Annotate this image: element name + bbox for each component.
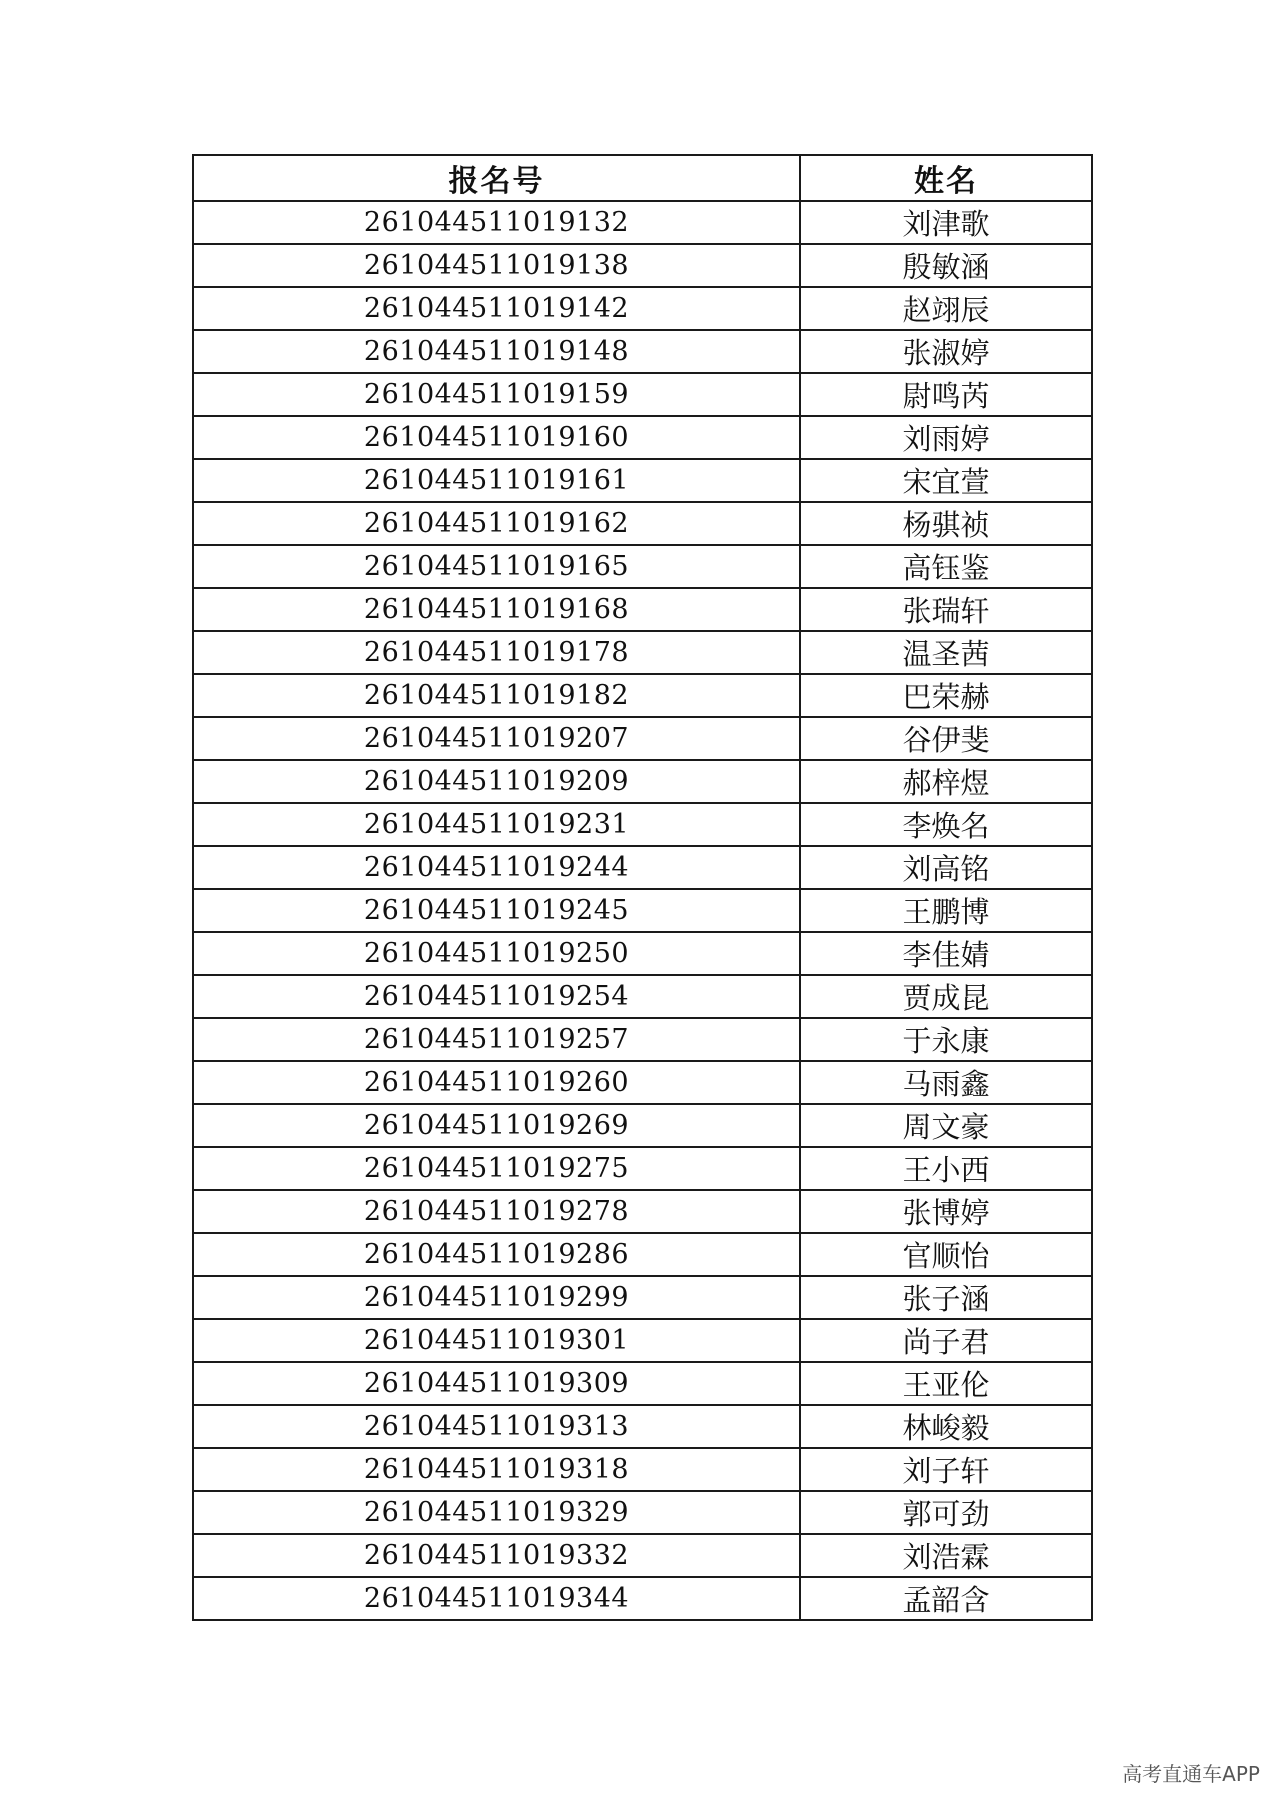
name-cell: 李焕名 — [800, 803, 1092, 846]
name-cell: 宋宜萱 — [800, 459, 1092, 502]
table-row — [193, 1018, 1092, 1061]
name-cell: 王小西 — [800, 1147, 1092, 1190]
table-row — [193, 760, 1092, 803]
registration-number-cell: 261044511019245 — [193, 889, 800, 932]
table-row — [193, 459, 1092, 502]
name-cell: 温圣茜 — [800, 631, 1092, 674]
registration-number-cell: 261044511019162 — [193, 502, 800, 545]
name-cell: 林峻毅 — [800, 1405, 1092, 1448]
name-cell: 贾成昆 — [800, 975, 1092, 1018]
name-cell: 高钰鉴 — [800, 545, 1092, 588]
name-cell: 谷伊斐 — [800, 717, 1092, 760]
registration-number-cell: 261044511019286 — [193, 1233, 800, 1276]
registration-number-cell: 261044511019132 — [193, 201, 800, 244]
table-header — [193, 155, 1092, 201]
registration-number-cell: 261044511019260 — [193, 1061, 800, 1104]
name-cell: 李佳婧 — [800, 932, 1092, 975]
table-row — [193, 1061, 1092, 1104]
name-cell: 刘津歌 — [800, 201, 1092, 244]
roster-table — [192, 154, 1093, 1621]
name-cell: 刘浩霖 — [800, 1534, 1092, 1577]
registration-number-cell: 261044511019168 — [193, 588, 800, 631]
registration-number-cell: 261044511019269 — [193, 1104, 800, 1147]
registration-number-cell: 261044511019332 — [193, 1534, 800, 1577]
table-row — [193, 1276, 1092, 1319]
name-cell: 张子涵 — [800, 1276, 1092, 1319]
registration-number-cell: 261044511019209 — [193, 760, 800, 803]
name-cell: 王鹏博 — [800, 889, 1092, 932]
watermark-text: 高考直通车APP — [1122, 1762, 1260, 1786]
table-row — [193, 373, 1092, 416]
table-row — [193, 588, 1092, 631]
name-cell: 巴荣赫 — [800, 674, 1092, 717]
registration-number-cell: 261044511019257 — [193, 1018, 800, 1061]
table-row — [193, 1405, 1092, 1448]
registration-number-cell: 261044511019148 — [193, 330, 800, 373]
table-row — [193, 1448, 1092, 1491]
table-row — [193, 631, 1092, 674]
table-row — [193, 1362, 1092, 1405]
name-cell: 刘雨婷 — [800, 416, 1092, 459]
table-row — [193, 717, 1092, 760]
table-row — [193, 1147, 1092, 1190]
name-cell: 张博婷 — [800, 1190, 1092, 1233]
registration-number-cell: 261044511019313 — [193, 1405, 800, 1448]
registration-number-cell: 261044511019301 — [193, 1319, 800, 1362]
table-row — [193, 502, 1092, 545]
table-row — [193, 330, 1092, 373]
table-row — [193, 1233, 1092, 1276]
table-row — [193, 201, 1092, 244]
table-row — [193, 846, 1092, 889]
registration-number-cell: 261044511019278 — [193, 1190, 800, 1233]
table-row — [193, 1534, 1092, 1577]
registration-number-cell: 261044511019182 — [193, 674, 800, 717]
name-cell: 官顺怡 — [800, 1233, 1092, 1276]
registration-number-cell: 261044511019159 — [193, 373, 800, 416]
name-cell: 孟韶含 — [800, 1577, 1092, 1620]
name-cell: 张淑婷 — [800, 330, 1092, 373]
header-registration-number: 报名号 — [193, 155, 800, 201]
table-row — [193, 1104, 1092, 1147]
name-cell: 周文豪 — [800, 1104, 1092, 1147]
table-row — [193, 803, 1092, 846]
registration-number-cell: 261044511019275 — [193, 1147, 800, 1190]
registration-number-cell: 261044511019329 — [193, 1491, 800, 1534]
name-cell: 殷敏涵 — [800, 244, 1092, 287]
name-cell: 尉鸣芮 — [800, 373, 1092, 416]
name-cell: 刘高铭 — [800, 846, 1092, 889]
table-row — [193, 1319, 1092, 1362]
registration-number-cell: 261044511019244 — [193, 846, 800, 889]
header-row — [193, 155, 1092, 201]
table-body — [193, 201, 1092, 1620]
name-cell: 于永康 — [800, 1018, 1092, 1061]
registration-number-cell: 261044511019231 — [193, 803, 800, 846]
name-cell: 尚子君 — [800, 1319, 1092, 1362]
registration-number-cell: 261044511019309 — [193, 1362, 800, 1405]
registration-number-cell: 261044511019161 — [193, 459, 800, 502]
registration-number-cell: 261044511019318 — [193, 1448, 800, 1491]
name-cell: 张瑞轩 — [800, 588, 1092, 631]
registration-number-cell: 261044511019178 — [193, 631, 800, 674]
table-row — [193, 1577, 1092, 1620]
table-row — [193, 1491, 1092, 1534]
name-cell: 王亚伦 — [800, 1362, 1092, 1405]
table-row — [193, 1190, 1092, 1233]
table-row — [193, 287, 1092, 330]
table-row — [193, 975, 1092, 1018]
registration-number-cell: 261044511019344 — [193, 1577, 800, 1620]
name-cell: 马雨鑫 — [800, 1061, 1092, 1104]
table-row — [193, 545, 1092, 588]
name-cell: 赵翊辰 — [800, 287, 1092, 330]
table-row — [193, 416, 1092, 459]
registration-number-cell: 261044511019254 — [193, 975, 800, 1018]
registration-number-cell: 261044511019207 — [193, 717, 800, 760]
registration-number-cell: 261044511019299 — [193, 1276, 800, 1319]
name-cell: 刘子轩 — [800, 1448, 1092, 1491]
table-row — [193, 889, 1092, 932]
table-row — [193, 932, 1092, 975]
name-cell: 郝梓煜 — [800, 760, 1092, 803]
name-cell: 郭可劲 — [800, 1491, 1092, 1534]
table-row — [193, 244, 1092, 287]
table-row — [193, 674, 1092, 717]
registration-number-cell: 261044511019142 — [193, 287, 800, 330]
registration-number-cell: 261044511019165 — [193, 545, 800, 588]
registration-number-cell: 261044511019160 — [193, 416, 800, 459]
name-cell: 杨骐祯 — [800, 502, 1092, 545]
registration-number-cell: 261044511019138 — [193, 244, 800, 287]
header-name: 姓名 — [800, 155, 1092, 201]
registration-number-cell: 261044511019250 — [193, 932, 800, 975]
